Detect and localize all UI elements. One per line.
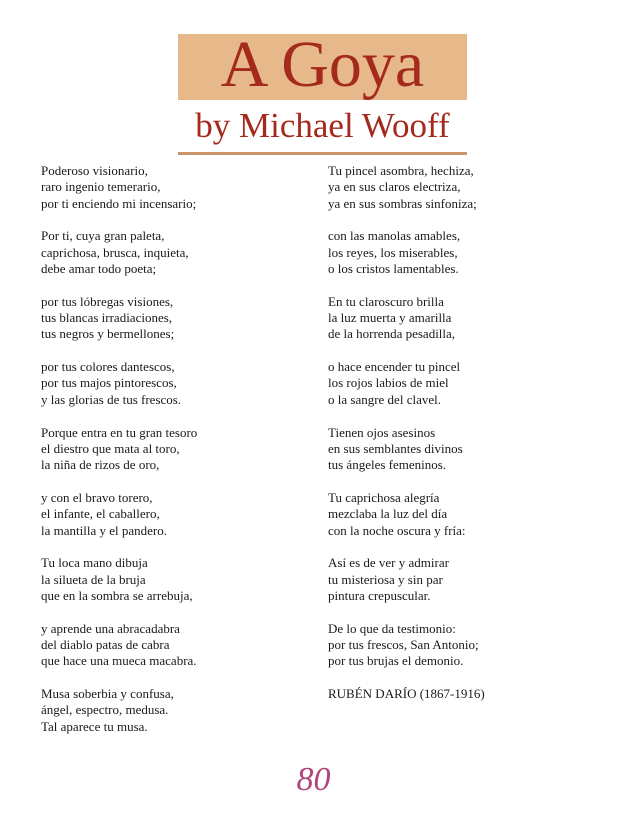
verse-line: raro ingenio temerario, — [41, 179, 161, 195]
page-number: 80 — [296, 761, 331, 798]
verse-line: Tu pincel asombra, hechiza, — [328, 163, 474, 178]
verse-line: la luz muerta y amarilla — [328, 310, 452, 326]
verse-line: el infante, el caballero, — [41, 506, 160, 522]
stanza — [328, 555, 598, 604]
verse-line: la silueta de la bruja — [41, 571, 146, 587]
verse-line: ángel, espectro, medusa. — [41, 702, 169, 718]
verse-line: la mantilla y el pandero. — [41, 522, 167, 538]
verse-line: los rojos labios de miel — [328, 375, 449, 391]
stanza — [328, 359, 598, 408]
verse-line: la niña de rizos de oro, — [41, 457, 160, 473]
stanza — [328, 425, 598, 474]
stanza — [41, 621, 301, 670]
verse-line: por tus majos pintorescos, — [41, 375, 177, 391]
verse-line: De lo que da testimonio: — [328, 620, 456, 636]
verse-line: o los cristos lamentables. — [328, 260, 459, 276]
stanza — [328, 490, 598, 539]
verse-line: tus blancas irradiaciones, — [41, 310, 173, 326]
byline: by Michael Wooff — [195, 106, 450, 145]
verse-line: tus negros y bermellones; — [41, 326, 175, 342]
verse-line: que en la sombra se arrebuja, — [41, 587, 193, 603]
verse-line: el diestro que mata al toro, — [41, 440, 180, 456]
verse-line: En tu claroscuro brilla — [328, 293, 444, 309]
stanza — [328, 621, 598, 670]
verse-line: Musa soberbia y confusa, — [41, 686, 174, 702]
verse-line: por tus frescos, San Antonio; — [328, 637, 479, 653]
verse-line: mezclaba la luz del día — [328, 506, 448, 522]
verse-line: tus ángeles femeninos. — [328, 457, 447, 473]
verse-line: por tus colores dantescos, — [41, 359, 175, 375]
stanza — [41, 555, 301, 604]
stanza — [328, 228, 598, 277]
verse-line: tu misteriosa y sin par — [328, 571, 443, 587]
verse-line: ya en sus claros electriza, — [328, 179, 461, 195]
stanza — [41, 294, 301, 343]
poem-left-column — [41, 163, 301, 752]
verse-line: Tu loca mano dibuja — [41, 555, 148, 571]
verse-line: del diablo patas de cabra — [41, 637, 170, 653]
stanza — [41, 228, 301, 277]
stanza — [328, 163, 598, 212]
verse-line: que hace una mueca macabra. — [41, 653, 197, 669]
verse-line: con la noche oscura y fría: — [328, 522, 466, 538]
verse-line: pintura crepuscular. — [328, 587, 431, 603]
verse-line: Tienen ojos asesinos — [328, 424, 436, 440]
verse-line: los reyes, los miserables, — [328, 244, 458, 260]
author-signature: RUBÉN DARÍO (1867-1916) — [328, 686, 485, 702]
verse-line: por tus brujas el demonio. — [328, 653, 464, 669]
stanza — [41, 359, 301, 408]
verse-line: y aprende una abracadabra — [41, 620, 180, 636]
verse-line: Así es de ver y admirar — [328, 555, 449, 571]
stanza — [41, 425, 301, 474]
stanza — [328, 294, 598, 343]
verse-line: por tus lóbregas visiones, — [41, 293, 174, 309]
verse-line: con las manolas amables, — [328, 228, 461, 244]
verse-line: Tu caprichosa alegría — [328, 489, 440, 505]
verse-line: Por ti, cuya gran paleta, — [41, 228, 165, 244]
byline-underline — [178, 152, 467, 155]
verse-line: ya en sus sombras sinfoniza; — [328, 195, 477, 211]
verse-line: caprichosa, brusca, inquieta, — [41, 244, 189, 260]
poem-right-column — [328, 163, 598, 702]
verse-line: Porque entra en tu gran tesoro — [41, 424, 198, 440]
verse-line: y las glorias de tus frescos. — [41, 391, 182, 407]
verse-line: por ti enciendo mi incensario; — [41, 195, 197, 211]
stanza — [41, 163, 301, 212]
stanza — [41, 686, 301, 735]
verse-line: Tal aparece tu musa. — [41, 718, 148, 734]
stanza — [41, 490, 301, 539]
verse-line: de la horrenda pesadilla, — [328, 326, 456, 342]
verse-line: Poderoso visionario, — [41, 163, 148, 178]
verse-line: debe amar todo poeta; — [41, 260, 157, 276]
verse-line: y con el bravo torero, — [41, 489, 153, 505]
verse-line: o la sangre del clavel. — [328, 391, 441, 407]
page-title: A Goya — [220, 28, 425, 101]
verse-line: o hace encender tu pincel — [328, 359, 461, 375]
verse-line: en sus semblantes divinos — [328, 440, 463, 456]
